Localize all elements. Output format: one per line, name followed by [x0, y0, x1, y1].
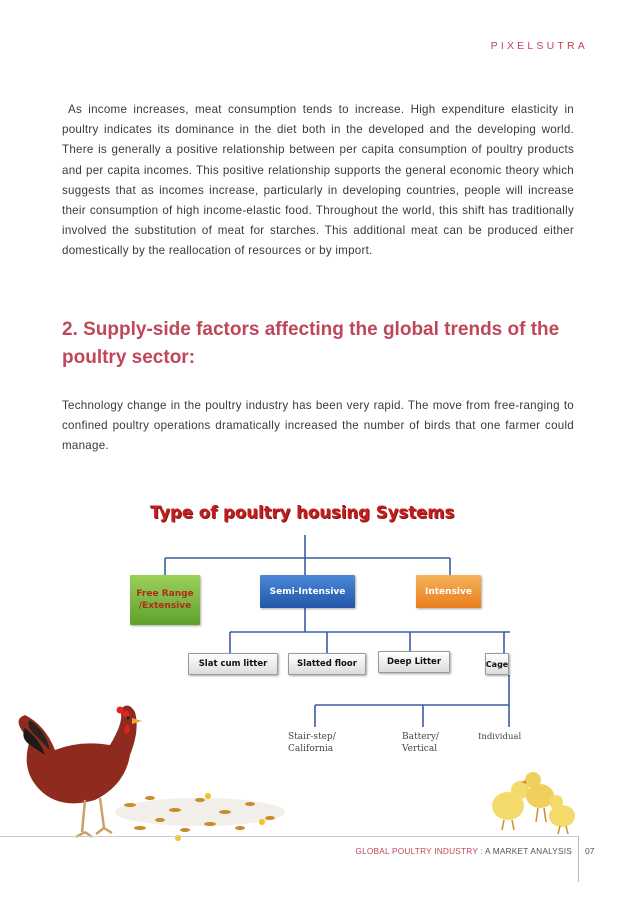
hen-illustration	[0, 700, 300, 845]
box-slat-cum-litter: Slat cum litter	[188, 653, 278, 675]
chicks-illustration	[478, 768, 578, 838]
box-semi-intensive: Semi-Intensive	[260, 575, 355, 608]
box-cage: Cage	[485, 653, 509, 675]
box-free-range: Free Range /Extensive	[130, 575, 200, 625]
footer-title	[355, 846, 572, 856]
leaf-stair-step: Stair-step/ California	[288, 732, 336, 754]
box-deep-litter: Deep Litter	[378, 651, 450, 673]
footer-title-accent: GLOBAL POULTRY INDUSTRY :	[355, 846, 483, 856]
brand-header: PIXELSUTRA	[490, 40, 588, 52]
page-number: 07	[585, 846, 595, 856]
footer-divider	[578, 836, 579, 882]
diagram-title: Type of poultry housing Systems	[150, 503, 455, 522]
box-intensive: Intensive	[416, 575, 481, 608]
technology-paragraph: Technology change in the poultry industry has been very rapid. The move from free-ranging to confined poultry operations dramatically increased the number of birds that one farmer could manage.	[62, 399, 574, 453]
leaf-individual: Individual	[478, 732, 522, 742]
leaf-battery: Battery/ Vertical	[402, 732, 439, 754]
section-heading: 2. Supply-side factors affecting the global trends of the poultry sector:	[62, 319, 560, 368]
box-slatted-floor: Slatted floor	[288, 653, 366, 675]
footer-title-rest: A MARKET ANALYSIS	[482, 846, 572, 856]
intro-paragraph: As income increases, meat consumption tends to increase. High expenditure elasticity in poultry indicates its dominance in the diet both in the developed and the developing world. There is generally a positive relationship between per capita consumption of poultry products and per capita incomes. This positive relationship supports the general economic theory which suggests that as incomes increase, particularly in developing countries, people will increase their consumption of high income-elastic food. Throughout the world, this shift has traditionally involved the substitution of meat for starches. This additional meat can be produced either domestically by the reallocation of resources or by import.	[62, 103, 574, 258]
footer-rule	[0, 836, 578, 837]
